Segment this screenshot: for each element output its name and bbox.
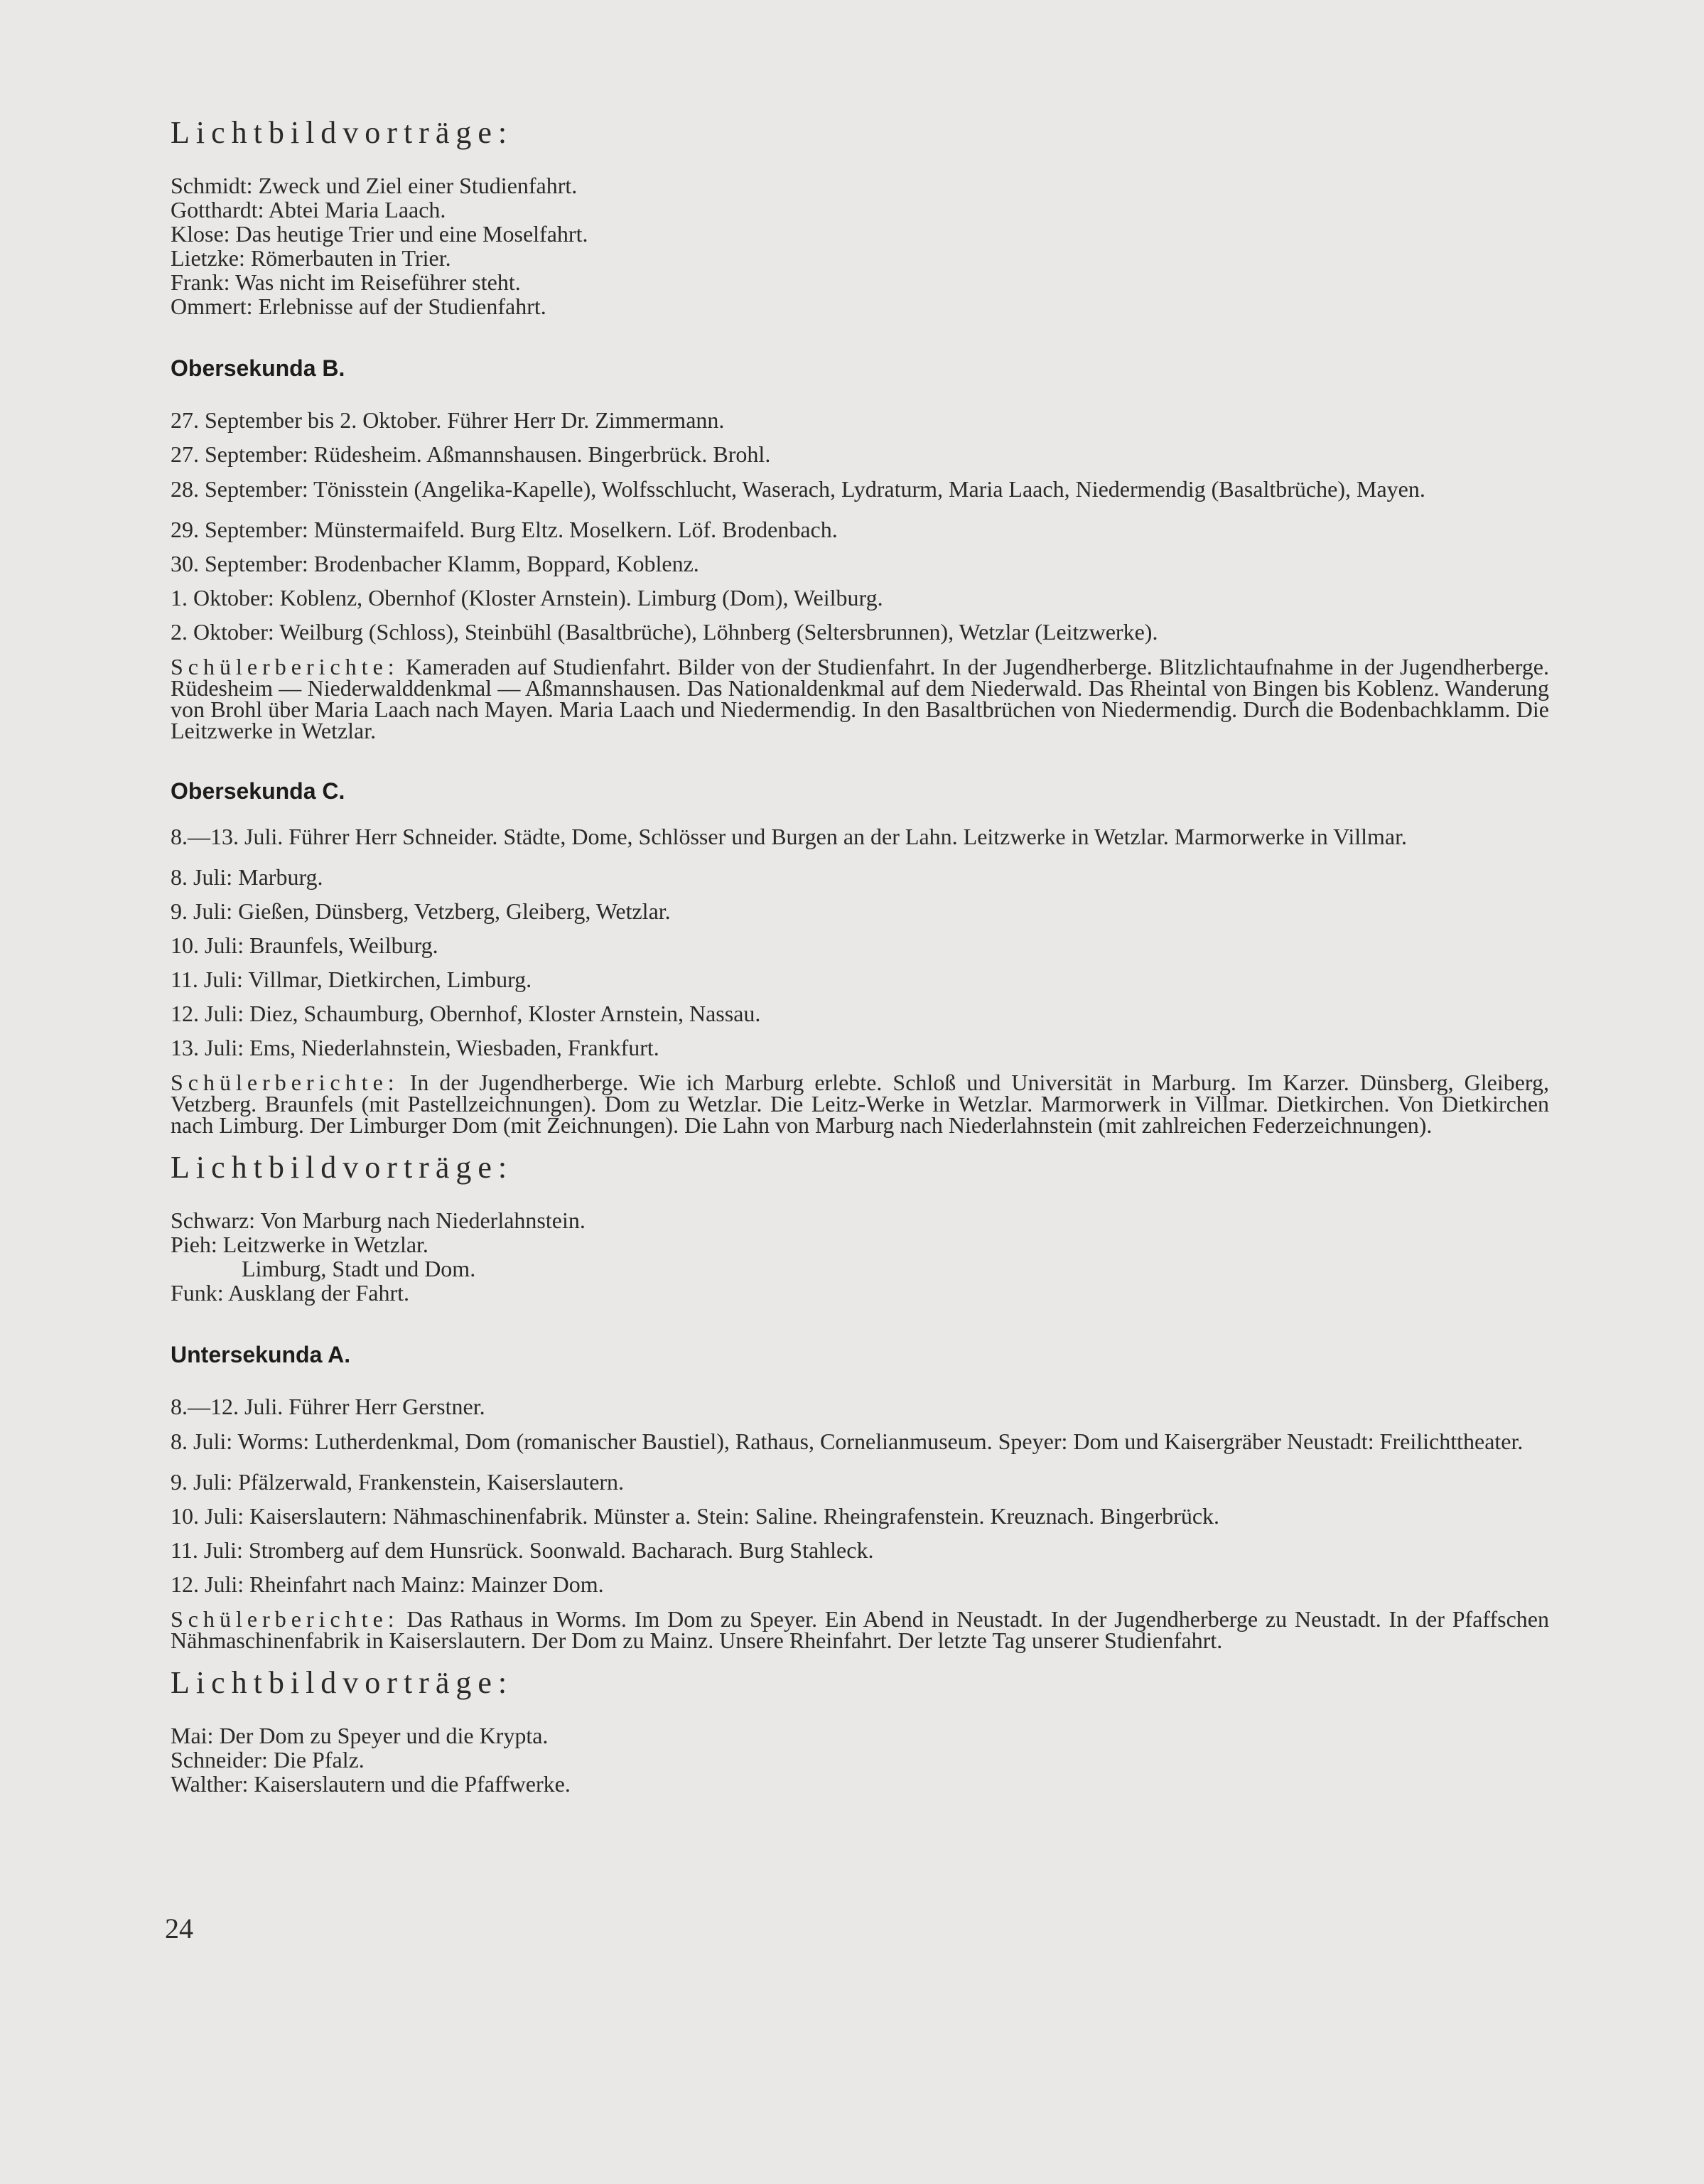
vortrag-line: Lietzke: Römerbauten in Trier.: [171, 245, 451, 271]
itinerary-line: 27. September: Rüdesheim. Aßmannshausen. Bingerbrück. Brohl.: [171, 441, 771, 467]
lichtbild-header-3: Lichtbildvorträge:: [171, 1665, 514, 1700]
vortrag-line: Schwarz: Von Marburg nach Niederlahnstein.: [171, 1207, 586, 1233]
itinerary-line: 29. September: Münstermaifeld. Burg Eltz. Moselkern. Löf. Brodenbach.: [171, 517, 838, 542]
section-c-berichte: [171, 1072, 1549, 1136]
section-b-title: Obersekunda B.: [171, 355, 345, 381]
berichte-text: Das Rathaus in Worms. Im Dom zu Speyer. Ein Abend in Neustadt. In der Jugendherberge zu Neustadt. In der Pfaffschen Nähmaschinenfabrik in Kaiserslautern. Der Dom zu Mainz. Unsere Rheinfahrt. Der letzte Tag unserer Studienfahrt.: [171, 1606, 1550, 1653]
itinerary-line: 30. September: Brodenbacher Klamm, Boppard, Koblenz.: [171, 551, 699, 576]
vortraege-list-2: [171, 1208, 1549, 1305]
berichte-text: Kameraden auf Studienfahrt. Bilder von der Studienfahrt. In der Jugendherberge. Blitzlichtaufnahme in der Jugendherberge. Rüdesheim — Niederwalddenkmal — Aßmannshausen. Das Nationaldenkmal auf dem Niederwald. Das Rheintal von Bingen bis Koblenz. Wanderung von Brohl über Maria Laach nach Mayen. Maria Laach und Niedermendig. In den Basaltbrüchen von Niedermendig. Durch die Bodenbachklamm. Die Leitzwerke in Wetzlar.: [171, 654, 1550, 743]
vortrag-line: Klose: Das heutige Trier und eine Moselfahrt.: [171, 221, 588, 247]
berichte-text: In der Jugendherberge. Wie ich Marburg erlebte. Schloß und Universität in Marburg. Im Karzer. Dünsberg, Gleiberg, Vetzberg. Braunfels (mit Pastellzeichnungen). Dom zu Wetzlar. Die Leitz-Werke in Wetzlar. Marmorwerk in Villmar. Dietkirchen. Von Dietkirchen nach Limburg. Der Limburger Dom (mit Zeichnungen). Die Lahn von Marburg nach Niederlahnstein (mit zahlreichen Federzeichnungen).: [171, 1070, 1550, 1138]
vortrag-line: Gotthardt: Abtei Maria Laach.: [171, 197, 446, 222]
itinerary-line: 11. Juli: Villmar, Dietkirchen, Limburg.: [171, 967, 532, 992]
vortrag-line: Funk: Ausklang der Fahrt.: [171, 1280, 409, 1306]
section-ua-title: Untersekunda A.: [171, 1342, 351, 1367]
vortraege-list-3: [171, 1723, 1549, 1796]
itinerary-line: 11. Juli: Stromberg auf dem Hunsrück. Soonwald. Bacharach. Burg Stahleck.: [171, 1537, 874, 1563]
itinerary-line: 13. Juli: Ems, Niederlahnstein, Wiesbaden, Frankfurt.: [171, 1035, 659, 1060]
vortrag-line: Schmidt: Zweck und Ziel einer Studienfahrt.: [171, 173, 578, 198]
itinerary-line: 1. Oktober: Koblenz, Obernhof (Kloster Arnstein). Limburg (Dom), Weilburg.: [171, 585, 883, 610]
lichtbild-header-1: Lichtbildvorträge:: [171, 115, 514, 150]
itinerary-line: 9. Juli: Pfälzerwald, Frankenstein, Kaiserslautern.: [171, 1469, 625, 1495]
vortrag-line: Limburg, Stadt und Dom.: [242, 1256, 476, 1281]
itinerary-line: 12. Juli: Diez, Schaumburg, Obernhof, Kloster Arnstein, Nassau.: [171, 1001, 761, 1026]
itinerary-line: 2. Oktober: Weilburg (Schloss), Steinbühl (Basaltbrüche), Löhnberg (Seltersbrunnen), Wetzlar (Leitzwerke).: [171, 619, 1158, 645]
page-number: 24: [165, 1913, 193, 1944]
section-b-berichte: [171, 656, 1549, 741]
vortrag-line: Frank: Was nicht im Reiseführer steht.: [171, 269, 521, 295]
itinerary-line: 12. Juli: Rheinfahrt nach Mainz: Mainzer Dom.: [171, 1571, 604, 1597]
section-ua-berichte: [171, 1608, 1549, 1651]
berichte-label: Schülerberichte:: [171, 654, 399, 679]
itinerary-line: 27. September bis 2. Oktober. Führer Herr Dr. Zimmermann.: [171, 407, 725, 433]
vortrag-line: Pieh: Leitzwerke in Wetzlar.: [171, 1232, 428, 1257]
itinerary-line-wrapped: 8. Juli: Worms: Lutherdenkmal, Dom (romanischer Baustiel), Rathaus, Cornelianmuseum. Speyer: Dom und Kaisergräber Neustadt: Freilichttheater.: [171, 1429, 1524, 1454]
vortrag-line: Mai: Der Dom zu Speyer und die Krypta.: [171, 1723, 549, 1748]
itinerary-line-wrapped: 28. September: Tönisstein (Angelika-Kapelle), Wolfsschlucht, Waserach, Lydraturm, Maria Laach, Niedermendig (Basaltbrüche), Mayen.: [171, 476, 1425, 502]
berichte-label: Schülerberichte:: [171, 1070, 399, 1095]
itinerary-line: 9. Juli: Gießen, Dünsberg, Vetzberg, Gleiberg, Wetzlar.: [171, 898, 671, 924]
berichte-label: Schülerberichte:: [171, 1606, 399, 1632]
itinerary-line: 10. Juli: Kaiserslautern: Nähmaschinenfabrik. Münster a. Stein: Saline. Rheingrafenstein. Kreuznach. Bingerbrück.: [171, 1503, 1220, 1529]
page-content: [171, 114, 1549, 1796]
itinerary-line: 10. Juli: Braunfels, Weilburg.: [171, 932, 438, 958]
section-ua-itinerary: [171, 1389, 1549, 1424]
section-ua-itinerary-cont: [171, 1465, 1549, 1601]
section-b-itinerary: [171, 403, 1549, 471]
itinerary-line-wrapped: 8.—13. Juli. Führer Herr Schneider. Städte, Dome, Schlösser und Burgen an der Lahn. Leitzwerke in Wetzlar. Marmorwerke in Villmar.: [171, 824, 1407, 849]
vortrag-line: Schneider: Die Pfalz.: [171, 1747, 365, 1773]
vortrag-line: Walther: Kaiserslautern und die Pfaffwerke.: [171, 1771, 571, 1797]
lichtbild-header-2: Lichtbildvorträge:: [171, 1150, 514, 1185]
section-b-itinerary-cont: [171, 512, 1549, 649]
vortrag-line: Ommert: Erlebnisse auf der Studienfahrt.: [171, 294, 546, 319]
itinerary-line: 8.—12. Juli. Führer Herr Gerstner.: [171, 1394, 485, 1419]
section-c-itinerary: [171, 860, 1549, 1065]
itinerary-line: 8. Juli: Marburg.: [171, 864, 323, 890]
section-c-title: Obersekunda C.: [171, 778, 345, 804]
vortraege-list-1: [171, 173, 1549, 318]
